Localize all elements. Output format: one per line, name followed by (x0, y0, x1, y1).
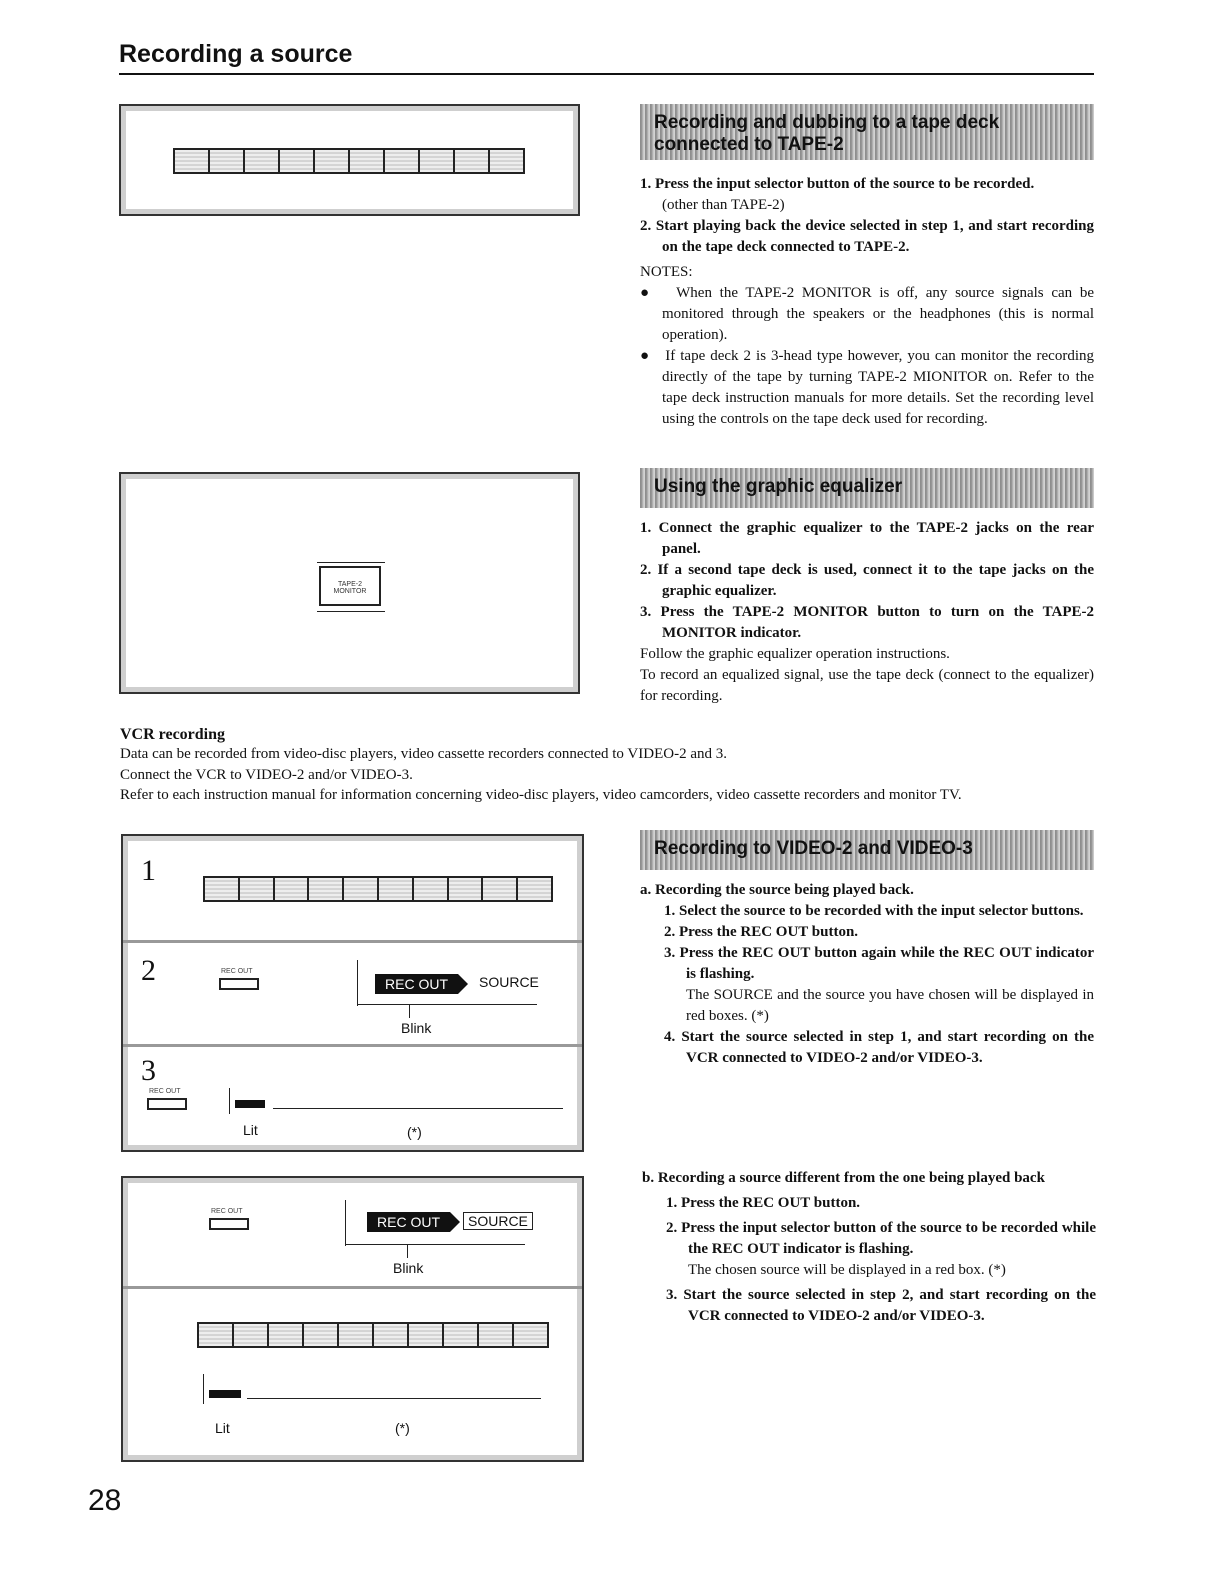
video-b-title: b. Recording a source different from the one being played back (642, 1170, 1045, 1186)
eq-follow: Follow the graphic equalizer operation instructions. (640, 646, 950, 662)
vcr-line-3: Refer to each instruction manual for information concerning video-disc players, video camcorders, video cassette recorders and monitor TV. (120, 787, 962, 803)
section-heading-tape2: Recording and dubbing to a tape deck connected to TAPE-2 (640, 104, 1094, 160)
notes-label: NOTES: (640, 264, 693, 280)
page-number: 28 (88, 1484, 122, 1517)
eq-step-1: 1. Connect the graphic equalizer to the TAPE-2 jacks on the rear panel. (640, 520, 1094, 557)
source-box-b1: SOURCE (463, 1212, 533, 1230)
eq-record: To record an equalized signal, use the tape deck (connect to the equalizer) for recording. (640, 667, 1094, 704)
asterisk-label-b: (*) (395, 1420, 410, 1436)
rec-out-button-3 (147, 1098, 187, 1110)
rec-out-indicator-2: REC OUT (375, 974, 458, 994)
rec-out-button-2 (219, 978, 259, 990)
page-title: Recording a source (119, 40, 353, 68)
rec-out-indicator-b1: REC OUT (367, 1212, 450, 1232)
video-a-step-4: 4. Start the source selected in step 1, and start recording on the VCR connected to VIDEO-2 and/or VIDEO-3. (664, 1029, 1094, 1066)
video-b-step-3: 3. Start the source selected in step 2, and start recording on the VCR connected to VIDEO-2 and/or VIDEO-3. (666, 1287, 1096, 1324)
rec-out-button-b1 (209, 1218, 249, 1230)
video-b-step-1: 1. Press the REC OUT button. (666, 1195, 861, 1211)
illustration-selector-panel (119, 104, 580, 216)
eq-step-3: 3. Press the TAPE-2 MONITOR button to turn on the TAPE-2 MONITOR indicator. (640, 604, 1095, 641)
illustration-video-steps-b (121, 1176, 584, 1462)
rec-out-small-label-2: REC OUT (221, 968, 253, 975)
rec-out-lit-indicator-b (209, 1390, 241, 1398)
asterisk-label-3: (*) (407, 1124, 422, 1140)
lit-label-3: Lit (243, 1122, 258, 1138)
rec-out-lit-indicator-3 (235, 1100, 265, 1108)
illustration-tape-monitor-panel (119, 472, 580, 694)
video-b-step-2: 2. Press the input selector button of the source to be recorded while the REC OUT indicator is flashing. The chosen source will be displayed in a red box. (*) (666, 1220, 1097, 1278)
video-a-step-2: 2. Press the REC OUT button. (664, 924, 859, 940)
video-a-step-3: 3. Press the REC OUT button again while the REC OUT indicator is flashing. The SOURCE and the source you have chosen will be displayed in red boxes. (*) (664, 945, 1094, 1024)
tape2-monitor-button: TAPE-2 MONITOR (319, 566, 381, 606)
tape2-step-2: 2. Start playing back the device selected in step 1, and start recording on the tape deck connected to TAPE-2. (640, 218, 1095, 255)
section-heading-video: Recording to VIDEO-2 and VIDEO-3 (640, 830, 1094, 870)
vcr-line-1: Data can be recorded from video-disc players, video cassette recorders connected to VIDEO-2 and 3. (120, 746, 727, 762)
tape2-steps (640, 174, 1094, 430)
vcr-heading: VCR recording (120, 726, 226, 743)
lit-label-b: Lit (215, 1420, 230, 1436)
blink-label-2: Blink (401, 1020, 432, 1036)
rec-out-small-label-b1: REC OUT (211, 1208, 243, 1215)
eq-step-2: 2. If a second tape deck is used, connect it to the tape jacks on the graphic equalizer. (640, 562, 1094, 599)
tape2-step-1: 1. Press the input selector button of the source to be recorded. (other than TAPE-2) (640, 176, 1035, 213)
rec-out-small-label-3: REC OUT (149, 1088, 181, 1095)
input-selector-buttons (173, 148, 525, 174)
video-b (642, 1168, 1096, 1327)
eq-steps (640, 518, 1094, 707)
input-selector-buttons-b (197, 1322, 549, 1348)
step-number-3: 3 (141, 1054, 156, 1087)
title-rule (119, 73, 1094, 75)
note-2: ● If tape deck 2 is 3-head type however, you can monitor the recording directly of the tape by turning TAPE-2 MIONITOR on. Refer to the tape deck instruction manuals for more details. Set the recording level using the controls on the tape deck used for recording. (640, 348, 1094, 427)
video-a (640, 880, 1094, 1069)
step-number-2: 2 (141, 954, 156, 987)
vcr-line-2: Connect the VCR to VIDEO-2 and/or VIDEO-3. (120, 767, 413, 783)
step-number-1: 1 (141, 854, 156, 887)
source-label-2: SOURCE (479, 974, 539, 990)
blink-label-b1: Blink (393, 1260, 424, 1276)
input-selector-buttons-a (203, 876, 553, 902)
video-a-title: a. Recording the source being played back. (640, 882, 914, 898)
video-a-step-1: 1. Select the source to be recorded with the input selector buttons. (664, 903, 1084, 919)
note-1: ● When the TAPE-2 MONITOR is off, any source signals can be monitored through the speakers or the headphones (this is normal operation). (640, 285, 1095, 343)
illustration-video-steps-a (121, 834, 584, 1152)
section-heading-eq: Using the graphic equalizer (640, 468, 1094, 508)
